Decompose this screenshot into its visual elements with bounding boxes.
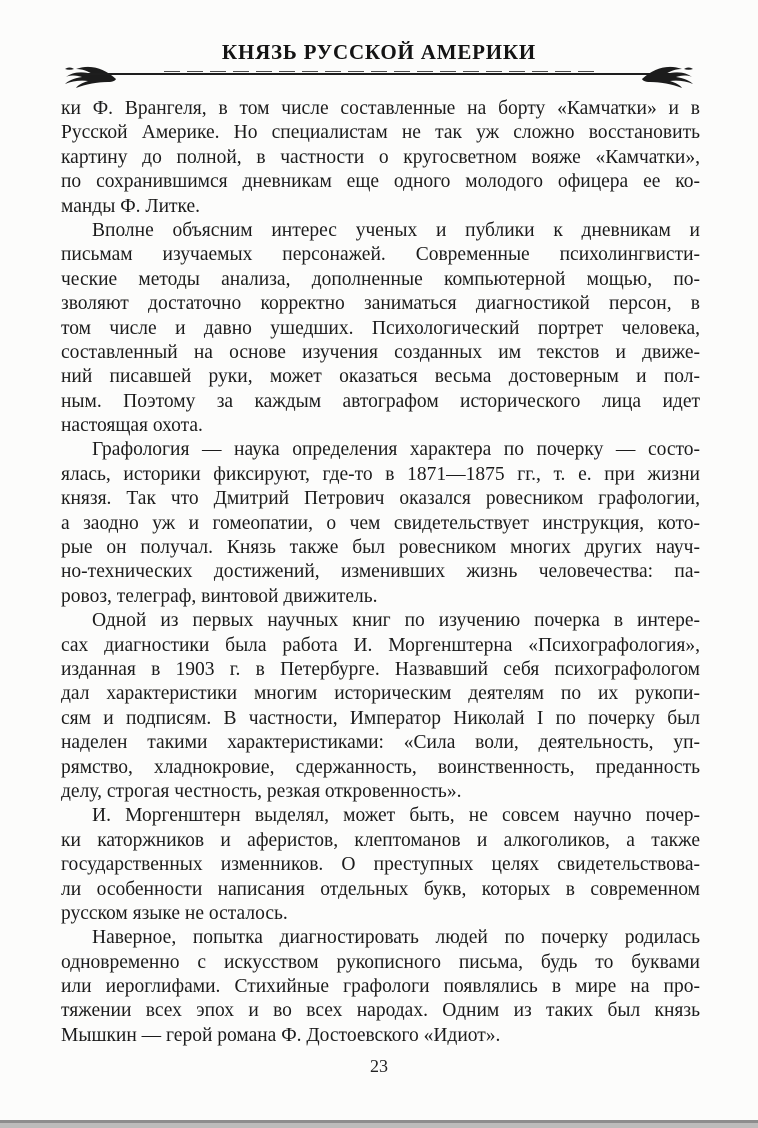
decorative-rule xyxy=(72,58,686,88)
text-line: ческие методы анализа, дополненные компьютерной мощью, по- xyxy=(61,268,700,290)
text-line: ли особенности написания отдельных букв, которых в современном xyxy=(61,878,700,900)
text-line: Русской Америке. Но специалистам не так уж сложно восстановить xyxy=(61,122,700,144)
text-line: Графология — наука определения характера по почерку — состо- xyxy=(92,439,700,461)
text-line: ным. Поэтому за каждым автографом исторического лица идет xyxy=(61,390,700,412)
text-line: или иероглифами. Стихийные графологи появлялись в мире на про- xyxy=(61,976,700,998)
text-line: рые он получал. Князь также был ровесником многих других науч- xyxy=(61,537,700,559)
running-head-title: КНЯЗЬ РУССКОЙ АМЕРИКИ xyxy=(221,40,537,64)
text-line: наделен такими характеристиками: «Сила воли, деятельность, уп- xyxy=(61,732,700,754)
text-line: ки Ф. Врангеля, в том числе составленные на борту «Камчатки» и в xyxy=(61,98,700,119)
text-line: ровоз, телеграф, винтовой движитель. xyxy=(61,585,378,607)
text-line: письмам изучаемых персонажей. Современные психолингвисти- xyxy=(61,244,700,266)
text-line: ялась, историки фиксируют, где-то в 1871—1875 гг., т. е. при жизни xyxy=(61,463,700,485)
text-line: Мышкин — герой романа Ф. Достоевского «Идиот». xyxy=(61,1024,501,1046)
text-line: князя. Так что Дмитрий Петрович оказался ровесником графологии, xyxy=(61,488,700,510)
text-line: том числе и давно ушедших. Психологический портрет человека, xyxy=(61,317,700,339)
text-line: И. Моргенштерн выделял, может быть, не совсем научно почер- xyxy=(92,805,700,827)
paragraph xyxy=(61,438,700,609)
text-line: дал характеристики многим историческим деятелям по их рукопи- xyxy=(61,683,700,705)
text-line: составленный на основе изучения созданных им текстов и движе- xyxy=(61,341,700,363)
text-line: Одной из первых научных книг по изучению почерка в интере- xyxy=(92,610,700,632)
paragraph xyxy=(61,926,700,1048)
rule-line xyxy=(82,73,676,75)
scan-edge-bar-light xyxy=(0,1123,758,1128)
text-line: изданная в 1903 г. в Петербурге. Назвавший себя психографологом xyxy=(61,658,700,680)
leaf-flourish-right-icon xyxy=(640,60,694,88)
text-line: рямство, хладнокровие, сдержанность, воинственность, преданность xyxy=(61,756,700,778)
text-line: русском языке не осталось. xyxy=(61,902,288,924)
text-line: Наверное, попытка диагностировать людей по почерку родилась xyxy=(92,927,700,949)
text-line: тяжении всех эпох и во всех народах. Одним из таких был князь xyxy=(61,1000,700,1022)
text-line: государственных изменников. О преступных целях свидетельствова- xyxy=(61,854,700,876)
text-line: настоящая охота. xyxy=(61,415,203,437)
text-line: картину до полной, в частности о кругосветном вояже «Камчатки», xyxy=(61,146,700,168)
text-line: Вполне объясним интерес ученых и публики к дневникам и xyxy=(92,219,700,241)
text-line: делу, строгая честность, резкая откровенность». xyxy=(61,780,462,802)
text-line: зволяют достаточно корректно заниматься диагностикой персон, в xyxy=(61,293,700,315)
body-text xyxy=(61,97,700,1048)
text-line: сям и подписям. В частности, Император Николай I по почерку был xyxy=(61,707,700,729)
text-line: ний писавшей руки, может оказаться весьма достоверным и пол- xyxy=(61,366,700,388)
paragraph xyxy=(61,219,700,439)
paragraph xyxy=(61,609,700,804)
text-line: по сохранившимся дневникам еще одного молодого офицера ее ко- xyxy=(61,171,700,193)
paragraph xyxy=(61,804,700,926)
page-number: 23 xyxy=(370,1056,388,1076)
text-line: манды Ф. Литке. xyxy=(61,195,201,217)
text-line: а заодно уж и гомеопатии, о чем свидетельствует инструкция, кото- xyxy=(61,512,700,534)
rule-dashes xyxy=(164,71,594,73)
text-line: одновременно с искусством рукописного письма, будь то буквами xyxy=(61,951,700,973)
paragraph xyxy=(61,97,700,219)
text-line: но-технических достижений, изменивших жизнь человечества: па- xyxy=(61,561,700,583)
text-line: сах диагностики была работа И. Моргенштерна «Психографология», xyxy=(61,634,700,656)
text-line: ки каторжников и аферистов, клептоманов и алкоголиков, а также xyxy=(61,829,700,851)
